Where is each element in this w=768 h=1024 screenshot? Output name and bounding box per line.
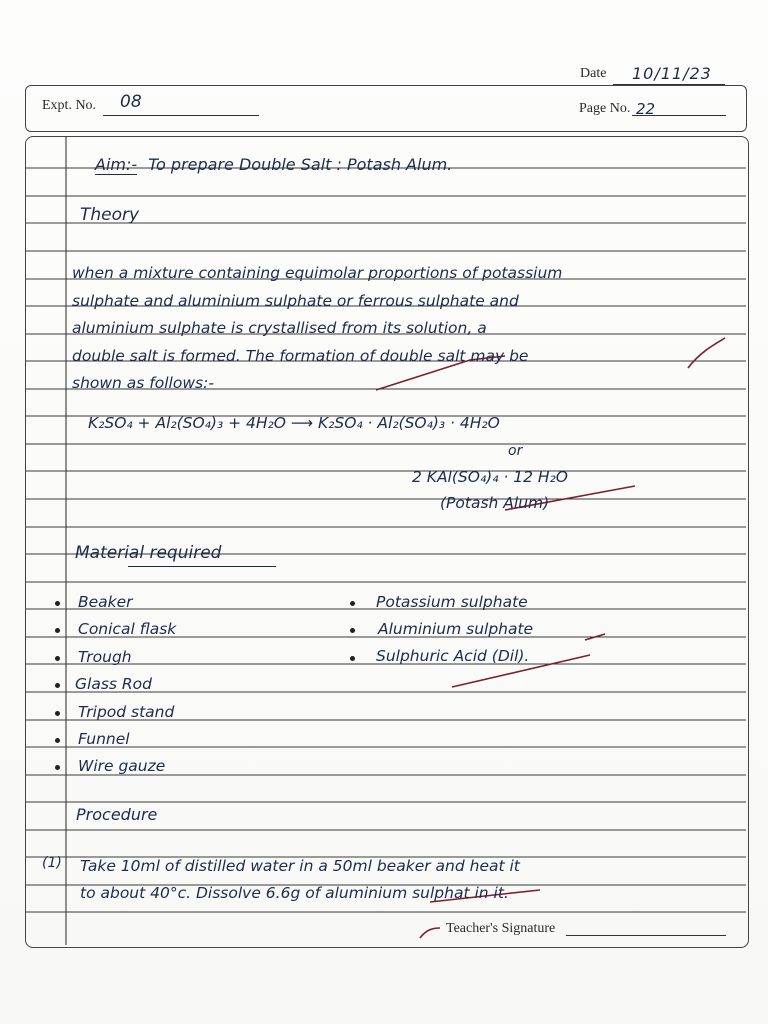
theory-line: sulphate and aluminium sulphate or ferrous sulphate and xyxy=(72,291,519,310)
theory-line: shown as follows:- xyxy=(72,374,214,392)
theory-paragraph xyxy=(72,260,744,398)
equation-line-2: 2 KAl(SO₄)₄ · 12 H₂O xyxy=(412,468,568,486)
material-item: Potassium sulphate xyxy=(376,593,528,611)
signature-label: Teacher's Signature xyxy=(446,921,556,936)
expt-value: 08 xyxy=(120,92,142,112)
aim-text: To prepare Double Salt : Potash Alum. xyxy=(148,155,453,174)
aim-label: Aim:- xyxy=(95,155,138,174)
bullet-icon xyxy=(350,656,355,661)
signature-line xyxy=(566,935,726,936)
material-item: Beaker xyxy=(78,593,133,611)
procedure-heading: Procedure xyxy=(76,805,158,824)
theory-line: when a mixture containing equimolar proportions of potassium xyxy=(72,264,563,282)
material-item: Tripod stand xyxy=(78,703,175,721)
bullet-icon xyxy=(55,628,60,633)
date-value: 10/11/23 xyxy=(632,64,712,83)
bullet-icon xyxy=(55,711,60,716)
theory-heading: Theory xyxy=(80,205,140,225)
bullet-icon xyxy=(55,601,60,606)
bullet-icon xyxy=(350,601,355,606)
material-item: Sulphuric Acid (Dil). xyxy=(376,647,530,665)
theory-line: aluminium sulphate is crystallised from its solution, a xyxy=(72,319,487,337)
material-item: Funnel xyxy=(78,730,130,748)
procedure-step-line: Take 10ml of distilled water in a 50ml beaker and heat it xyxy=(80,857,520,875)
bullet-icon xyxy=(55,656,60,661)
bullet-icon xyxy=(55,683,60,688)
equation-line-1: K₂SO₄ + Al₂(SO₄)₃ + 4H₂O ⟶ K₂SO₄ · Al₂(SO₄)₃ · 4H₂O xyxy=(88,414,500,432)
procedure-step-line: to about 40°c. Dissolve 6.6g of aluminium sulphat in it. xyxy=(80,884,509,902)
bullet-icon xyxy=(55,738,60,743)
bullet-icon xyxy=(55,765,60,770)
bullet-icon xyxy=(350,628,355,633)
equation-line-3: (Potash Alum) xyxy=(440,494,550,512)
material-item: Wire gauze xyxy=(78,757,166,775)
material-item: Aluminium sulphate xyxy=(378,620,534,638)
expt-label: Expt. No. xyxy=(42,98,97,113)
equation-or: or xyxy=(508,443,523,459)
page-label: Page No. xyxy=(579,101,631,116)
materials-heading-underline xyxy=(128,566,276,567)
aim-line xyxy=(95,155,452,174)
material-item: Conical flask xyxy=(78,620,177,638)
procedure-step-number: (1) xyxy=(42,855,62,871)
materials-heading: Material required xyxy=(75,543,222,563)
theory-line: double salt is formed. The formation of double salt may be xyxy=(72,346,529,365)
date-label: Date xyxy=(580,66,607,81)
material-item: Glass Rod xyxy=(75,675,152,693)
material-item: Trough xyxy=(78,648,132,666)
page-value: 22 xyxy=(636,100,656,118)
